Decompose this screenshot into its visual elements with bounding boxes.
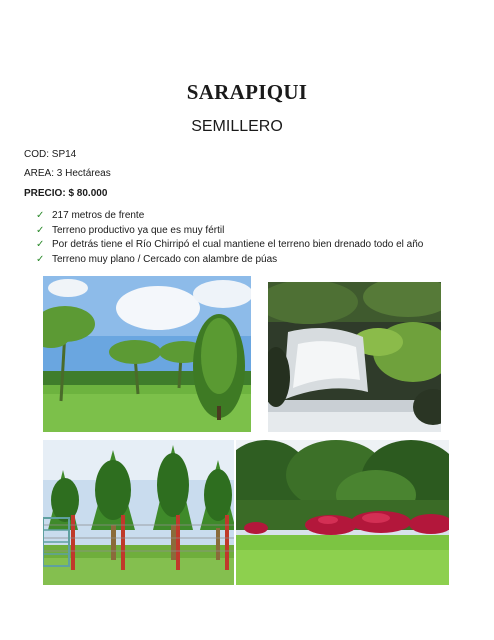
page-subtitle: SEMILLERO — [191, 118, 283, 135]
checkmark-icon: ✓ — [36, 210, 45, 221]
feature-text: Por detrás tiene el Río Chirripó el cual mantiene el terreno bien drenado todo el año — [52, 239, 424, 250]
photo-palm-field — [43, 276, 251, 432]
feature-list — [36, 209, 423, 267]
checkmark-icon: ✓ — [36, 224, 45, 236]
photo-waterfall — [268, 282, 441, 432]
feature-text: 217 metros de frente — [52, 210, 145, 221]
list-item — [36, 238, 423, 253]
checkmark-icon: ✓ — [36, 253, 45, 265]
feature-text: Terreno muy plano / Cercado con alambre de púas — [52, 253, 278, 265]
price-field: PRECIO: $ 80.000 — [24, 188, 108, 199]
page-title: SARAPIQUI — [186, 80, 308, 104]
list-item — [36, 209, 423, 224]
area-field: AREA: 3 Hectáreas — [24, 168, 111, 179]
list-item — [36, 224, 423, 239]
list-item — [36, 253, 423, 268]
cod-field: COD: SP14 — [24, 149, 77, 160]
photo-garden-lawn — [236, 440, 449, 585]
feature-text: Terreno productivo ya que es muy fértil — [52, 224, 225, 236]
photo-palms-fence — [43, 440, 234, 585]
checkmark-icon: ✓ — [36, 239, 45, 250]
